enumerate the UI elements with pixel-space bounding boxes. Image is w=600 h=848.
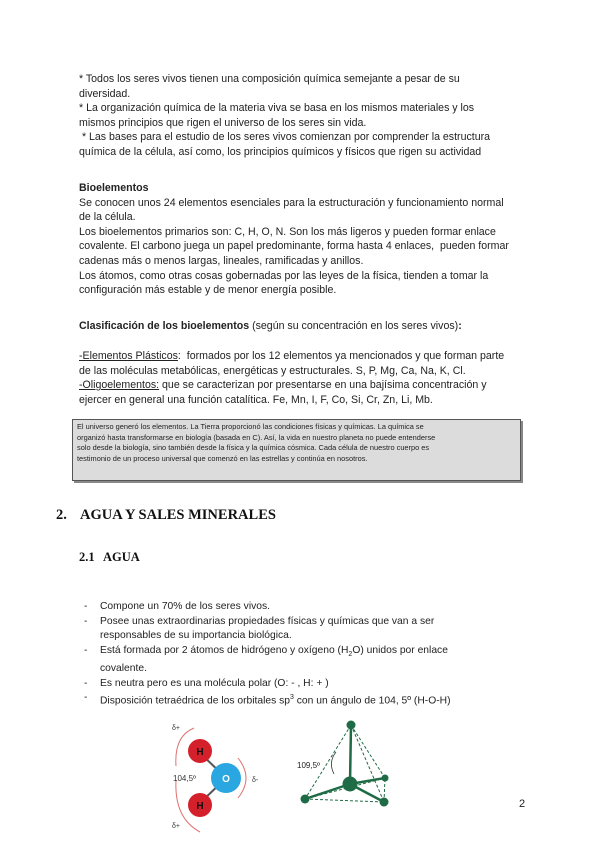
page-number: 2 (519, 798, 526, 810)
plasticos-label: -Elementos Plásticos (79, 350, 178, 362)
box-line: El universo generó los elementos. La Tierra proporcionó las condiciones físicas y químicas. La química se (77, 422, 424, 431)
bullet-text: con un ángulo de 104, 5º (H-O-H) (293, 695, 451, 707)
intro-line: * Las bases para el estudio de los seres vivos comienzan por comprender la estructura (79, 131, 491, 144)
oligo-text: que se caracterizan por presentarse en una bajísima concentración y (159, 379, 487, 392)
intro-line: química de la célula, así como, los principios químicos y físicos que rigen su actividad (79, 145, 482, 158)
universe-note-box (72, 419, 521, 481)
plasticos-line: de las moléculas metabólicas, energéticas y estructurales. S, P, Mg, Ca, Na, K, Cl. (79, 364, 466, 377)
box-line: solo desde la biología, sino también desde la física y la química cósmica. Cada célula de nuestro cuerpo es (77, 443, 430, 453)
bullet-text: Está formada por 2 átomos de hidrógeno y oxígeno (H (100, 644, 349, 656)
list-item (84, 644, 504, 663)
hydrogen-label: H (196, 747, 204, 758)
subscript-2: 2 (348, 650, 353, 658)
intro-line: mismos principios que rigen el universo de los seres sin vida. (79, 116, 367, 129)
angle-label: 104,5º (173, 774, 196, 783)
tetra-center-atom (343, 777, 358, 792)
bullet-text: O) unidos por enlace (352, 644, 448, 656)
subsection-title: AGUA (103, 550, 140, 564)
bullet-text: Es neutra pero es una molécula polar (O: - , H: + ) (100, 677, 329, 689)
tetra-angle-label: 109,5º (297, 761, 320, 770)
water-molecule-figure (150, 718, 280, 840)
section-heading-2-1 (79, 550, 140, 565)
tetra-vertex (380, 798, 389, 807)
bullet-dash: - (84, 644, 88, 656)
orbital-bond (350, 725, 351, 784)
bullet-text: Posee unas extraordinarias propiedades físicas y químicas que van a ser (100, 615, 435, 627)
section-title: AGUA Y SALES MINERALES (80, 507, 276, 523)
clasificacion-title: Clasificación de los bioelementos (79, 320, 250, 332)
delta-plus-label: δ+ (172, 725, 180, 732)
bullet-dash: - (84, 601, 88, 612)
list-item (84, 600, 504, 615)
bullet-text: Disposición tetraédrica de los orbitales sp (100, 695, 291, 707)
hydrogen-label: H (196, 801, 204, 812)
bioelementos-line: Los bioelementos primarios son: C, H, O, N. Son los más ligeros y pueden formar enlace (79, 225, 496, 238)
list-item (84, 691, 504, 709)
box-line: organizó hasta transformarse en biología (basada en C). Así, la vida en nuestro planeta no puede entenderse (77, 432, 436, 442)
box-line: testimonio de un proceso universal que comenzó en las estrellas y continúa en nosotros. (77, 454, 368, 464)
tetrahedron-figure (290, 718, 410, 810)
section-number: 2. (56, 507, 67, 523)
intro-line: diversidad. (79, 87, 131, 100)
bullet-dash: - (84, 615, 88, 627)
oligo-label: -Oligoelementos: (79, 379, 160, 392)
clasificacion-heading (79, 319, 529, 334)
bioelementos-line: configuración más estable y de menor energía posible. (79, 284, 337, 297)
water-bullet-list (84, 600, 504, 709)
delta-minus-label: δ- (252, 777, 259, 784)
bioelementos-line: covalente. El carbono juega un papel predominante, forma hasta 4 enlaces, pueden formar (79, 240, 509, 253)
bullet-dash: - (84, 692, 88, 704)
clasificacion-subtitle: (según su concentración en los seres vivos) (249, 320, 459, 332)
delta-plus-label: δ+ (172, 823, 180, 830)
tetra-vertex (301, 795, 310, 804)
tetra-edge (305, 799, 384, 802)
plasticos-text: : formados por los 12 elementos ya mencionados y que forman parte (177, 350, 505, 362)
tetra-vertex (347, 721, 356, 730)
intro-line: * Todos los seres vivos tienen una composición química semejante a pesar de su (79, 73, 460, 85)
list-item (84, 615, 504, 630)
clasificacion-list (79, 349, 529, 407)
tetra-vertex (382, 775, 389, 782)
bioelementos-heading: Bioelementos (79, 182, 149, 194)
intro-paragraph (79, 72, 529, 160)
subsection-number: 2.1 (79, 550, 95, 564)
tetra-edge (351, 725, 385, 778)
oxygen-label: O (222, 774, 230, 785)
superscript-3: 3 (290, 694, 294, 702)
bullet-continuation: responsables de su importancia biológica. (100, 630, 292, 641)
bioelementos-line: Los átomos, como otras cosas gobernadas por las leyes de la física, tienden a tomar la (79, 269, 489, 282)
intro-line: * La organización química de la materia viva se basa en los mismos materiales y los (79, 102, 475, 115)
bioelementos-line: de la célula. (79, 211, 136, 224)
bullet-text: Compone un 70% de los seres vivos. (100, 601, 270, 612)
bioelementos-line: cadenas más o menos largas, lineales, ramificadas y anillos. (79, 254, 364, 267)
bullet-continuation: covalente. (100, 663, 147, 675)
list-item (84, 677, 504, 692)
oligo-line: ejercer en general una función catalítica. Fe, Mn, I, F, Co, Si, Cr, Zn, Li, Mb. (79, 393, 433, 406)
tetra-edge (351, 725, 384, 802)
bioelementos-section (79, 181, 529, 298)
bioelementos-line: Se conocen unos 24 elementos esenciales para la estructuración y funcionamiento normal (79, 196, 504, 209)
bullet-dash: - (84, 677, 88, 689)
clasificacion-colon: : (458, 320, 462, 332)
section-heading-2 (56, 507, 276, 524)
